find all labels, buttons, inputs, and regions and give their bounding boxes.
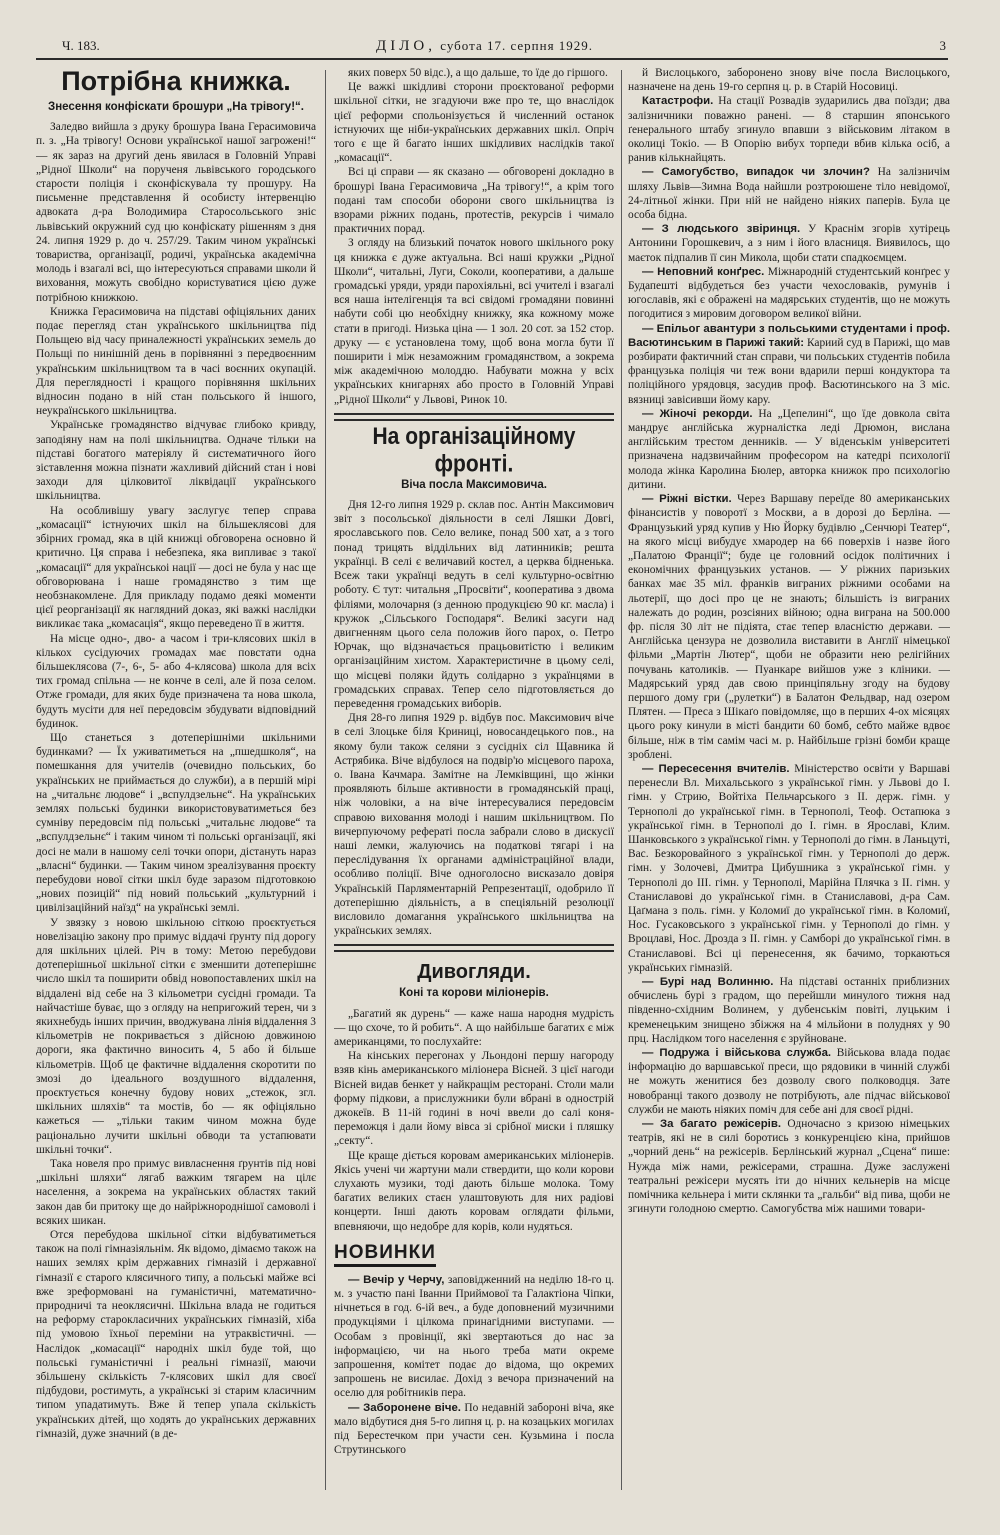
paragraph: Всі ці справи — як сказано — обговорені докладно в брошурі Івана Герасимовича „На трівогу!“, а крім того подані там способи оборони свого шкільництва із взорами ріжних подань, протестів, рекурсів і чимало практичних порад. <box>334 166 614 236</box>
news-item <box>628 322 950 407</box>
curiosities-body <box>334 1007 614 1234</box>
news-body <box>334 1273 614 1458</box>
news-item <box>628 407 950 492</box>
news-item-headline: Катастрофи. <box>642 95 714 108</box>
column-2 <box>334 66 614 1506</box>
news-item-text: По недавній забороні віча, яке мало відбутися дня 5-го липня ц. р. на козацьких могилах під Берестечком при участи сен. Кузьмина і посла Струтинського <box>334 1401 614 1457</box>
news-item-text: На стації Розвадів зударились два поїзди; два залізничники поважно ранені. — 8 старшин японського ґенерального штабу згинуло впавши з військовим літаком в околиці Токіо. — В Опорію вибух торпеди вбив кілька осіб, а ранив кількнайцять. <box>628 95 950 165</box>
news-item <box>628 165 950 222</box>
news-item <box>628 265 950 322</box>
news-item-headline: — Ріжні вістки. <box>642 493 732 506</box>
news-item-text: Через Варшаву переїде 80 американських фінансистів у поворотї з Москви, а в дорозі до Берліна. — Французький уряд купив у Ню Йорку будівлю „Сенчюрі Театер“, на якого місці вибудує хмародер на 66 поверхів і назве його „Палатою Франції“; буде це головний осідок політичних і економічних французьких установ. — У ріжних паризьких банках має 35 міл. франків виграних ріжними особами на льотерії, що досі про це не знають; більшість із виграних належать до родин, розсіяних війною; одна виграна на 500.000 фр. після 30 літ не підіята, стає тепер власністю держави. — Англійська цензура не дозволила виставити в Англії німецької фільми „Мартін Лютер“, щоби не образити нею релігійних почувань католиків. — Пуанкаре вийшов уже з кліники. — Мадярський уряд дав свою принціпяльну згоду на будову першого дому гри („рулетки“) в Балатон Фельдвар, над озером Плятен. — Преса з Шікаґо повідомляє, що в перших 4-ох місяцях цього року кинули в місті бандити 60 бомб, себто майже вдвоє більше, ніж в тім самім часі м. р. Найбільше грізні бомби краще зроблені. <box>628 493 950 761</box>
news-item-text: На залізничім шляху Львів—Зимна Вода найшли розтроюшене тіло невідомої, 24-літньої жінки. При ній не найдено ніяких паперів. Була це особа бідна. <box>628 166 950 222</box>
news-items <box>628 66 950 1216</box>
news-item-text: Одночасно з кризою німецьких театрів, які не в силі боротись з конкуренцією кіна, прийшов „чорний день“ на режісерів. Берлінський журнал „Сцена“ пише: Нужда між нами, режісерами, страшна. Дуже заслужені театральні режісери мусять іти до нічних кельнерів на місце помічника кельнера і мити склянки та „гальби“ від пива, щоби не згинути голодною смертю. Самогубства між нашими товари- <box>628 1118 950 1216</box>
column-3 <box>628 66 950 1506</box>
news-item-text: й Вислоцького, заборонено знову віче посла Вислоцького, назначене на день 19-го серпня ц. р. в Старій Носовиці. <box>628 67 950 94</box>
news-item-headline: — Заборонене віче. <box>348 1401 461 1414</box>
news-item-headline: — За багато режісерів. <box>642 1118 782 1131</box>
news-item-headline: — Епільог авантури з польськими студентами і проф. Васютинським в Парижі такий: <box>628 322 950 349</box>
paragraph: На кінських перегонах у Льондоні першу нагороду взяв кінь американського міліонера Вісней. З цієї нагоди Вісней видав бенкет у найкращім ресторані. Столи мали форму підкови, а прислужники були вбрані в однострій джокеїв. В 11-ій годині в ночі ввели до салі коня-переможця і дали йому вівса зі срібної миски і пляшку „секту“. <box>334 1050 614 1148</box>
paragraph: Книжка Герасимовича на підставі офіціяльних даних подає перегляд стан українського шкільництва під Польщею від часу приналежності українських земель до Польщі по нинішній день в порівнянні з передвоєнним українським шкільництвом та в часі воєнних окупацій. Для переглядності і кращого порівняння шкільних відносин подано в ній стан польського й іншого, неукраїнського шкільництва. <box>36 305 316 418</box>
paragraph: Заледво вийшла з друку брошура Івана Герасимовича п. з. „На трівогу! Основи української нашої загрожені!“ — як зараз на другий день явилася в Головній Управі „Рідної Школи“ на порученя львівського городського старости поліція і сконфіскувала ту прошуру. На письменне представлення й особисту інтервенцію адвоката д-ра Володимира Старосольського зніс львівський окружний суд цю конфіскату рішенням з дня 24. липня 1929 р. до ч. 257/29. Таким чином українські товариства, організації, родичі, українська академічна молодь і взагалі всі, що інтересуються справами школи й виховання, можуть свобідно користуватися цією дуже потрібною книжкою. <box>36 121 316 304</box>
section-title-curiosities: Дивогляди. <box>417 961 531 984</box>
header-rule <box>36 58 948 60</box>
news-item <box>628 222 950 265</box>
news-item-text: Кариий суд в Парижі, що мав розбирати фактичний стан справи, чи польських студентів побила французька поліція чи теж вони вдарили перші кондуктора та поліційного урядовця, засудив проф. Васютинського на 3 міс. вязниці завісивши йому кару. <box>628 336 950 406</box>
paragraph: У звязку з новою шкільною сіткою проєктується новелізацію закону про примус віддачі ґрунту під дорогу для шкільних цілей. Річ в тому: Метою перебудови дотеперішньої шкільної сітки є зменшити дотеперішнє число шкіл та поширити обвід новопоставлених шкіл на віддалені від себе на 3 кільометри сусідні громади. Та найчастіше буває, що з огляду на непригожий терен, чи з якихнебудь інших причин, вводжувана лінія віддалення 3 кільометрів не покривається з дійсною довжиною дороги, яка фактично виносить 4, 5 або й більше кільометрів. Щоб це фактичне віддалення скоротити по змозі до ідеального воздушного віддалення, проєктується конечну будову нових „стежок, згл. шкільних шляхів“ та мостів, бо — як офіціяльно кажеться — „тільки таким чином можна буде раціонально лучити шкільні обводи та устапювати шкільні точки“. <box>36 916 316 1156</box>
paragraph: „Багатий як дурень“ — каже наша народня мудрість — що схоче, то й робить“. А що найбільше багатих є між американцями, то послухайте: <box>334 1007 614 1048</box>
news-item <box>628 1117 950 1216</box>
news-item-headline: — Жіночі рекорди. <box>642 407 753 420</box>
news-item <box>334 1401 614 1458</box>
paragraph: Дня 12-го липня 1929 р. склав пос. Антін Максимович звіт з посольської діяльности в селі Ляшки Довгі, ярославського пов. Село велике, понад 500 хат, а з того понад трицять віддільних від латинників; решта українці. В селі є величавий костел, а церква бідненька. Всеж таки українці ведуть в селі культурно-освітню роботу. Є тут: читальня „Просвіти“, кооператива з двома філіями, молочарня (з денною продукцією 90 кг. масла) і кружок „Сільського Господаря“. Великі засуги над двигненням цього села положив його парох, о. Петро Юрчак, що відзначається працьовитістю і великим організаційним хистом. Характеристичне в цьому селі, що місцеві поляки йдуть солідарно з українцями в громадських справах. Тепер село підготовляється до переведення громадських виборів. <box>334 499 614 710</box>
news-item <box>628 94 950 165</box>
masthead-center <box>376 38 593 55</box>
news-item-headline: — Пересесення вчителів. <box>642 762 790 775</box>
paragraph: Українське громадянство відчуває глибоко кривду, заподіяну нам на полі шкільництва. Одначе тільки на підставі богатого матеріялу й систематичного його зіставлення можна пізнати жахливий дійсний стан і нові заходи для цілковитої ліквідації українського шкільництва. <box>36 419 316 503</box>
news-item-text: Міністерство освіти у Варшаві перенесли Вл. Михальського з української гімн. у Львові до І. гімн. у Стрию, Войтіха Пельчарського з ІІ. держ. гімн. у Тернополі до української гімн. в Тернополі, Теоф. Остапюка з української гімн. в Тернополі до І. гімн. в Ярославі, Клим. Шанковського з української гімн. у Тернополі до гімн. в Ланьцуті, Вас. Безкоровайного з української гімн. у Тернополі до держ. гімн. у Золочеві, Дмитра Цибушника з української гімн. у Тернополі до ІІІ. гімн. у Тернополі, Марійна Плячка з ІІ. гімн. у Станиславові до української гімн. в Станиславові, д-ра Сам. Цаґмана з поль. гімн. у Коломиї до української гімн. в Коломиї, Нос. Гусаковського з української гімн. у Тернополі до гімн. у Вроцлаві, Нос. Дрозда з ІІ. гімн. у Самборі до української гімн. в Станиславові. Всі ці перенесення, як бачимо, торкаються українських гімназій. <box>628 762 950 974</box>
section-rule <box>334 944 614 952</box>
news-item-headline: — Вечір у Черчу, <box>348 1273 445 1286</box>
news-item-headline: — Бурі над Волинню. <box>642 976 774 988</box>
news-heading-wrap <box>334 1234 614 1273</box>
column-1 <box>36 66 316 1506</box>
newspaper-name: ДІЛО, <box>376 38 436 54</box>
issue-date: субота 17. серпня 1929. <box>440 38 594 53</box>
news-item-headline: — Неповний конґрес. <box>642 265 765 278</box>
news-item-headline: — Подружа і військова служба. <box>642 1047 832 1060</box>
section-subtitle-curiosities: Коні та корови міліонерів. <box>399 987 549 1000</box>
news-item-text: На „Цепелині“, що їде довкола світа мандрує англійська журналістка леді Дрюмон, вислана англійським трестом денників. — У віденськім університеті призначена надзвичайним професором на катедрі психології молода жінка Каролина Бюлер, авторка книжок про психологію дитини. <box>628 407 950 491</box>
section-rule <box>334 413 614 421</box>
news-item-text: На підставі останніх приблизних обчислень бурі з градом, що перейшли минулого тижня над південно-східним Волинем, у дубенськім повіті, луцьким і кременецьким знищено збіжжя на 4 мільйони в полуднях у 90 прц. Наслідком того населення є зруйноване. <box>628 976 950 1045</box>
issue-number: Ч. 183. <box>62 38 100 53</box>
section-title-news: НОВИНКИ <box>334 1242 436 1267</box>
paragraph: Що станеться з дотеперішніми шкільними будинками? — Їх уживатиметься на „пшедшколя“, на помешкання для учителів (очевидно польських, бо українських не приймається до служби), а в першій мірі на „читальнє людове“ і „вспулдзельнє“. На українських землях польські будинки використовуватиметься без сумніву передовсім під польські „читальнє людове“ та „вспулдзельнє“ і таким чином ті польські організації, які досі не мали в нашому селі точки опори, дістануть нараз „власні“ будинки. — Таким чином зреалізування проєкту перебудови нової сітки шкіл буде заразом підготовкою „нових позицій“ під новий польський „культурний і цивілізаційний наїзд“ на українські землі. <box>36 731 316 915</box>
page-number: 3 <box>939 38 946 53</box>
front-body <box>334 498 614 938</box>
section-subtitle-front: Віча посла Максимовича. <box>401 478 547 491</box>
news-item-text: Військова влада подає інформацію до варшавської преси, що рядовики в чинній службі не можуть женитися без дозволу свого полководця. Зате новобранці такого дозволу не потрібують, але підчас військової служби не мають ніяких поміч для себе ані для своєї рідні. <box>628 1047 950 1116</box>
news-item-text: заповідженний на неділю 18-го ц. м. з участю пані Іванни Приймової та Галактіона Чіпки, нічнеться в год. 6-ій веч., а буде доповнений музичними продукціями і цілкома принагідними виступами. — Особам з провінції, які звертаються до нас за інформацією, чи на нього треба мати окреме запрошення, комітет подає до відома, що окремих запрошень не висилає. Дохід з вечора призначений на оселю для робітників пера. <box>334 1273 614 1400</box>
news-item <box>334 1273 614 1401</box>
article-continuation <box>334 66 614 407</box>
paragraph: На особливішу увагу заслугує тепер справа „комасації“ істнуючих шкіл на більшеклясові для збірних громад, яка в цій книжці обговорена основно й критично. Ця справа і небезпека, яка випливає з такої „комасації“ для українськоі нації — досі не була у нас ще обговорювана і наше громадянство з тим ще необзнакомлене. Для прикладу подамо деякі моменти цієї реорганізації як наглядний доказ, які важкі наслідки викликає така „комасація“, якщо переведено її в життя. <box>36 504 316 631</box>
section-title-front: На організаційному фронті. <box>372 423 576 478</box>
news-item-headline: — З людського звіринця. <box>642 223 801 236</box>
paragraph: Ще краще діється коровам американських міліонерів. Якісь учені чи жартуни мали ствердити, що коли корови слухають музики, тоді дають більше молока. Тому багатих великих стаєн улаштовують для них радіові концерти. Інші дають коровам оглядати фільми, впевняючи, що недобре для корів, коли нудяться. <box>334 1149 614 1233</box>
news-item <box>628 66 950 94</box>
news-item <box>628 762 950 975</box>
paragraph: Отся перебудова шкільної сітки відбуватиметься також на полі гімназіяльнім. Як відомо, дімаємо також на наших землях крім державних гімназій і державної гімназії є старого клясичного типу, а польські майже всі вже зреформовані на гуманістичні, математично-природничі та неоклясичні. Шкільна влада не годиться на реформу старокласичних українських гімназій, хіба під умовою їхньої переміни на утраквістичні. — Наслідок „комасації“ народніх шкіл буде той, що польські гуманістичні і реальні гімназії, маючи збільшену скількість 7-клясових шкіл для своєї підбудови, ростимуть, а українські зі старим класичним типом упадатимуть. Вже й тепер упала скількість українських дітей, що ходять до українських державних гімназій, дуже значний (в де- <box>36 1229 316 1440</box>
paragraph: яких поверх 50 відс.), а що дальше, то їде до гіршого. <box>348 67 608 79</box>
news-item-text: У Краснім згорів хутірець Антонини Горошкевич, а з ним і його власниця. Виявилось, що маєток підпалив її син Микола, щоби стати спадкоємцем. <box>628 223 950 264</box>
paragraph: З огляду на близький початок нового шкільного року ця книжка є дуже актуальна. Всі наші кружки „Рідної Школи“, читальні, Луги, Соколи, кооперативи, а дальше громадські уряди, уряди парохіяльні, всі учителі і взагалі вся наша інтелігенція та всі свідомі громадяни повинні набути собі цю необхідну книжку, яка кожному може стати в пригоді. Низька ціна — 1 зол. 20 сот. за 152 стор. друку — є установлена тому, щоб вона могла бути її поширити і між незаможним громадянством, а зокрема між академічною молоддю. Набувати можна у всіх українських книгарнях або просто в Головній Управі „Рідної Школи“ у Львові, Ринок 10. <box>334 237 614 406</box>
article-body <box>36 120 316 1441</box>
article-title: Потрібна книжка. <box>61 66 291 96</box>
news-item <box>628 1046 950 1117</box>
paragraph: Дня 28-го липня 1929 р. відбув пос. Максимович віче в селі Злоцьке біля Криниці, новосандецького пов., на якому були також селяни з сусідніх сіл Щавника й Астрябика. Віче відбулося на подвір'ю місцевого пароха, о. Івана Качмара. Замітне на Лемківщині, що жінки проявляють більше активности в громадянській праці, ніж чоловіки, а на віче інтересувалися передовсім справою виховання молоді і нашим шкільництвом. По вичерпуючому рефераті посла забрали слово в дискусії наші лемки, жалуючись на податкові тягарі і на переслідування їх органами адміністраційної влади, особливо поліції. Віче одноголосно висказало довіря Українській Парляментарній Репрезентації, одобрило її дотеперішню діяльність, а в спеціяльній резолюції висловило домагання українського шкільництва на українських землях. <box>334 712 614 938</box>
news-item <box>628 492 950 762</box>
column-divider <box>621 70 622 1490</box>
paragraph: Така новеля про примус вивласнення ґрунтів під нові „шкільні шляхи“ лягаб важким тягарем на цілє населення, а зокрема на українських областях такий закон дав би притоку ще до найріжнороднішої самоволі і всяких шикан. <box>36 1158 316 1227</box>
article-subtitle: Знесення конфіскати брошури „На трівогу!“. <box>48 101 304 113</box>
column-divider <box>325 70 326 1490</box>
masthead <box>36 36 946 58</box>
news-item <box>628 975 950 1046</box>
paragraph: Це важкі шкідливі сторони проєктованої реформи шкільної сітки, не згадуючи вже про те, що внаслідок цієї реформи спольонізується й численний останок істнуючих ще ніби-українських державних шкіл. Опріч того є ще й багато інших шкідливих наслідків такої „комасації“. <box>334 81 614 165</box>
news-item-headline: — Самогубство, випадок чи злочин? <box>642 166 870 179</box>
news-item-text: Міжнародній студентський конґрес у Будапешті відбудеться без участи чехословаків, румунів і югославів, які є ображені на мадярських студентів, що не можуть погодитися з мировим договором великої війни. <box>628 265 950 321</box>
paragraph: На місце одно-, дво- а часом і три-клясових шкіл в кількох сусідуючих громадах має повстати одна більшеклясова (7-, 6-, 5- або 4-клясова) школа для всіх тих громад спільна — не конче в селі, але й поза селом. Отже громади, для яких буде призначена та нова школа, будуть мусіти для неї передовсім збудувати відповідний будинок. <box>36 632 316 730</box>
